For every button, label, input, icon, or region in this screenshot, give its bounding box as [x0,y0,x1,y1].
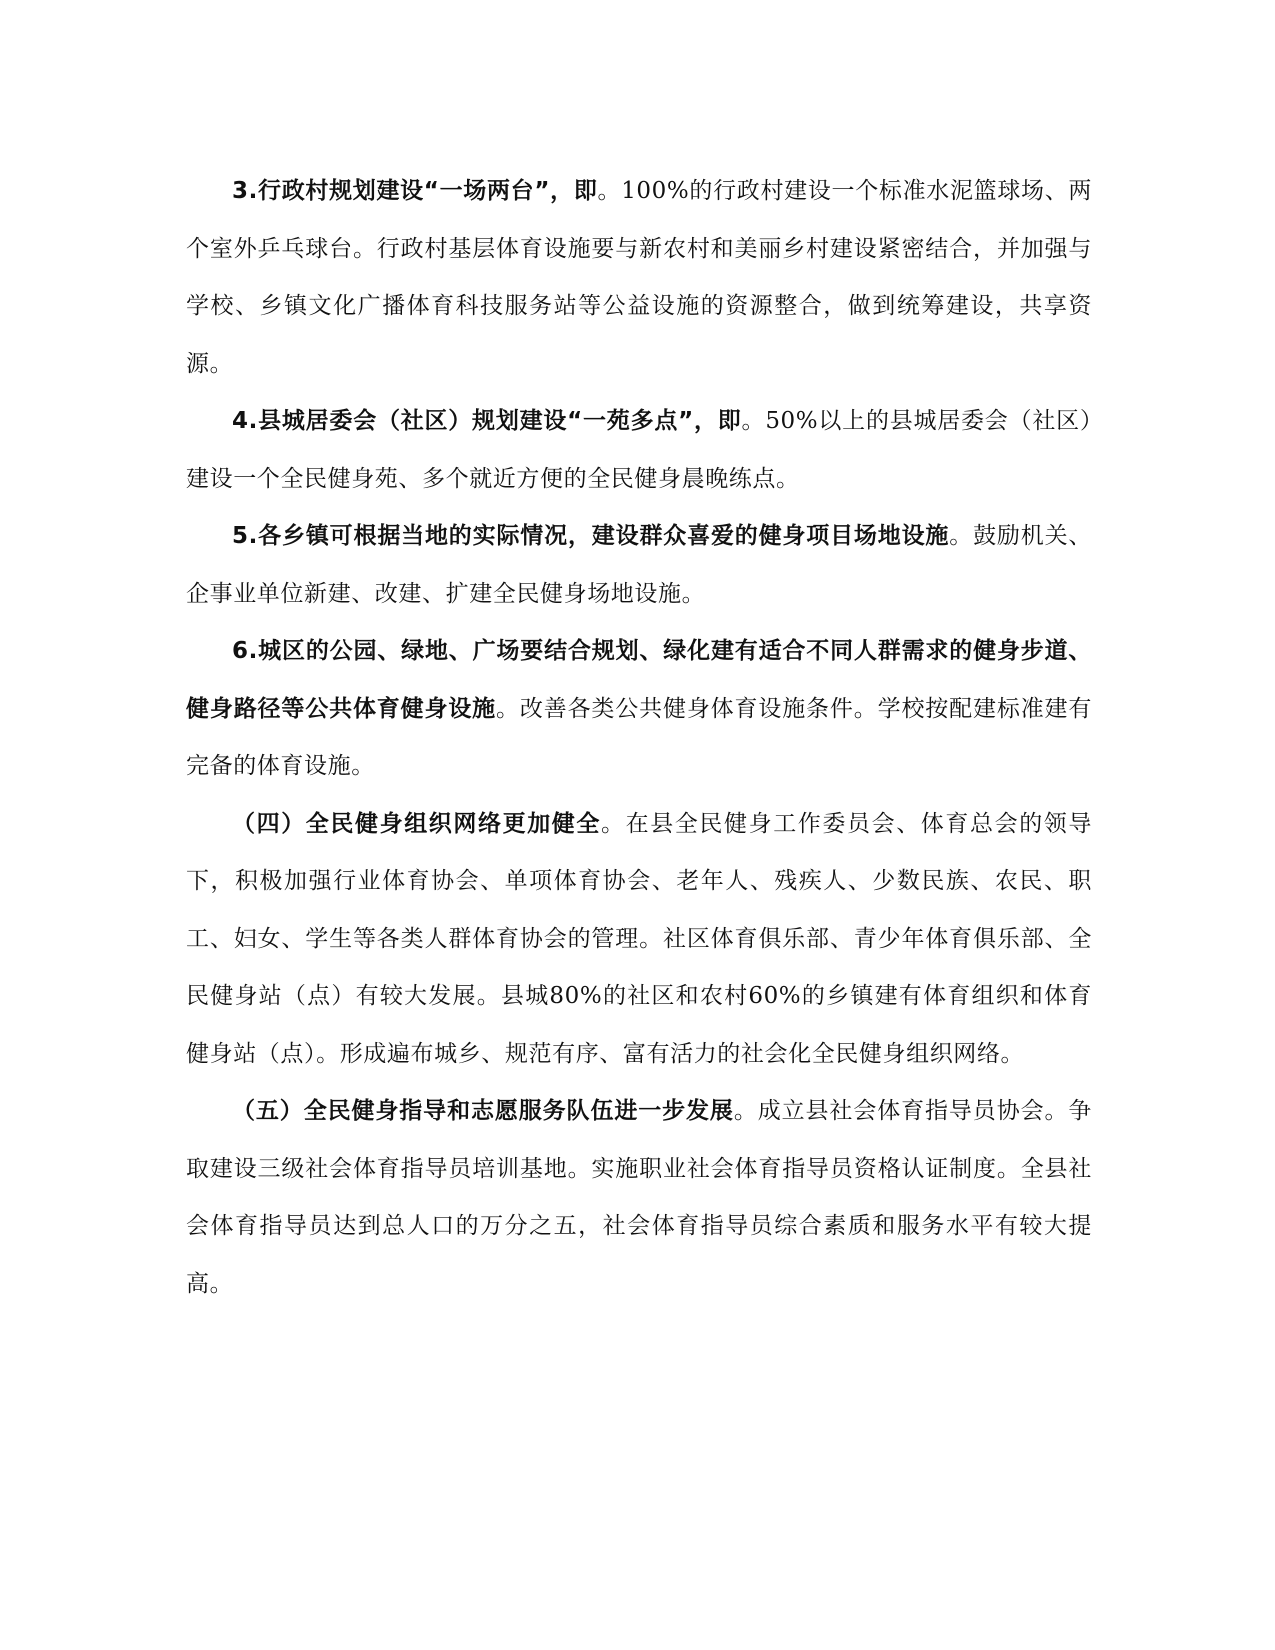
paragraph-heading: 4.县城居委会（社区）规划建设“一苑多点”，即 [232,408,742,434]
paragraph-heading: 5.各乡镇可根据当地的实际情况，建设群众喜爱的健身项目场地设施 [232,523,950,549]
paragraph-text: 。成立县社会体育指导员协会。争取建设三级社会体育指导员培训基地。实施职业社会体育指导员资格认证制度。全县社会体育指导员达到总人口的万分之五，社会体育指导员综合素质和服务水平有较大提高。 [186,1098,1092,1297]
paragraph-urban-facilities [186,623,1092,796]
paragraph-village-facilities [186,163,1092,393]
paragraph-text: 。改善各类公共健身体育设施条件。学校按配建标准建有完备的体育设施。 [186,695,1092,779]
paragraph-heading: 3.行政村规划建设“一场两台”，即 [232,178,598,204]
paragraph-heading: （四）全民健身组织网络更加健全 [232,810,601,837]
paragraph-text: 。在县全民健身工作委员会、体育总会的领导下，积极加强行业体育协会、单项体育协会、老年人、残疾人、少数民族、农民、职工、妇女、学生等各类人群体育协会的管理。社区体育俱乐部、青少年体育俱乐部、全民健身站（点）有较大发展。县城80%的社区和农村60%的乡镇建有体育组织和体育健身站（点）。形成遍布城乡、规范有序、富有活力的社会化全民健身组织网络。 [186,810,1092,1067]
paragraph-text: 。鼓励机关、企事业单位新建、改建、扩建全民健身场地设施。 [186,523,1092,607]
paragraph-heading: 6.城区的公园、绿地、广场要结合规划、绿化建有适合不同人群需求的健身步道、健身路径等公共体育健身设施 [186,638,1092,722]
document-body [186,163,1092,1313]
paragraph-heading: （五）全民健身指导和志愿服务队伍进一步发展 [232,1098,734,1124]
paragraph-text: 。100%的行政村建设一个标准水泥篮球场、两个室外乒乓球台。行政村基层体育设施要与新农村和美丽乡村建设紧密结合，并加强与学校、乡镇文化广播体育科技服务站等公益设施的资源整合，做到统筹建设，共享资源。 [186,178,1092,377]
paragraph-instructor-team [186,1083,1092,1313]
paragraph-community-facilities [186,393,1092,508]
paragraph-text: 。50%以上的县城居委会（社区）建设一个全民健身苑、多个就近方便的全民健身晨晚练点。 [186,408,1092,492]
paragraph-organization-network [186,796,1092,1084]
paragraph-township-facilities [186,508,1092,623]
